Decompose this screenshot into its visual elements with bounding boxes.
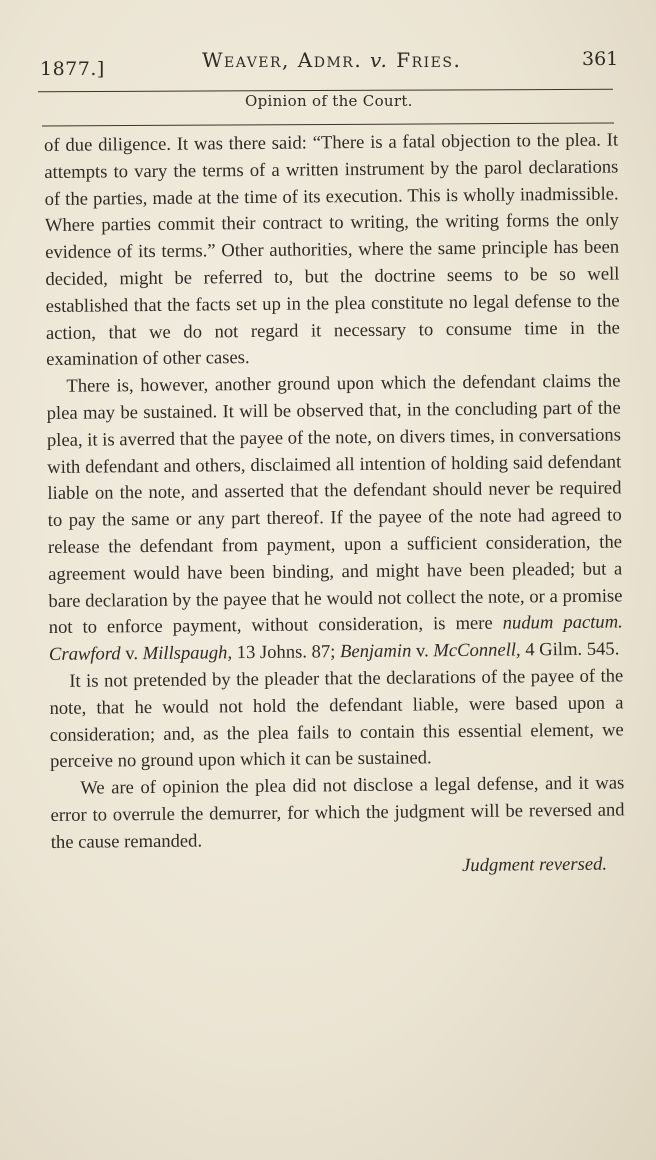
- citation-2: 4 Gilm. 545.: [525, 638, 620, 661]
- paragraph-4: We are of opinion the plea did not disclose a legal defense, and it was error to overrule the demurrer, for which the judgment will be reversed and the cause remanded.: [50, 772, 625, 853]
- case-title-versus: v.: [370, 48, 389, 72]
- citation-1: 13 Johns. 87;: [236, 641, 336, 664]
- header-rule-bottom: [42, 123, 614, 127]
- running-header: [0, 0, 656, 120]
- case-name-2a: Benjamin: [339, 640, 412, 663]
- page-number: 361: [582, 48, 619, 70]
- opinion-text: [44, 127, 625, 883]
- judgment-line: Judgment reversed.: [462, 853, 608, 876]
- case-title-part1: Weaver, Admr.: [202, 48, 363, 72]
- case-name-2b: McConnell,: [433, 639, 521, 662]
- case-title-part2: Fries.: [396, 48, 462, 72]
- paragraph-2-text: There is, however, another ground upon which the defendant claims the plea may be sustained. It will be observed that, in the concluding part of the plea, it is averred that the payee of the note, on divers times, in conversations with defendant and others, disclaimed all intention of holding said defendant liable on the note, and asserted that the defendant should never be required to pay the same or any part thereof. If the payee of the note had agreed to release the defendant from payment, upon a sufficient consideration, the agreement would have been binding, and might have been pleaded; but a bare declaration by the payee that he would not collect the note, or a promise not to enforce payment, without consideration, is mere: [46, 370, 623, 639]
- paragraph-3: It is not pretended by the pleader that the declarations of the payee of the note, that he would not hold the defendant liable, were based upon a consideration; and, as the plea fails to contain this essential element, we perceive no ground upon which it can be sustained.: [49, 665, 624, 773]
- section-subheading: Opinion of the Court.: [245, 92, 413, 110]
- paragraph-2: [46, 369, 623, 669]
- latin-phrase: nudum pactum.: [502, 611, 623, 634]
- case-title: [202, 48, 461, 72]
- case-name-1a: Crawford: [48, 643, 121, 666]
- paragraph-1: of due diligence. It was there said: “There is a fatal objection to the plea. It attempts to vary the terms of a written instrument by the parol declarations of the parties, made at the time of its execution. This is wholly inadmissible. Where parties commit their contract to writing, the writing forms the only evidence of its terms.” Other authorities, where the same principle has been decided, might be referred to, but the doctrine seems to be so well established that the facts set up in the plea constitute no legal defense to the action, that we do not regard it necessary to consume time in the examination of other cases.: [44, 129, 620, 371]
- case-name-1b: Millspaugh,: [142, 642, 233, 665]
- volume-year: 1877.]: [40, 58, 105, 80]
- versus-1: v.: [125, 643, 139, 665]
- versus-2: v.: [415, 640, 429, 662]
